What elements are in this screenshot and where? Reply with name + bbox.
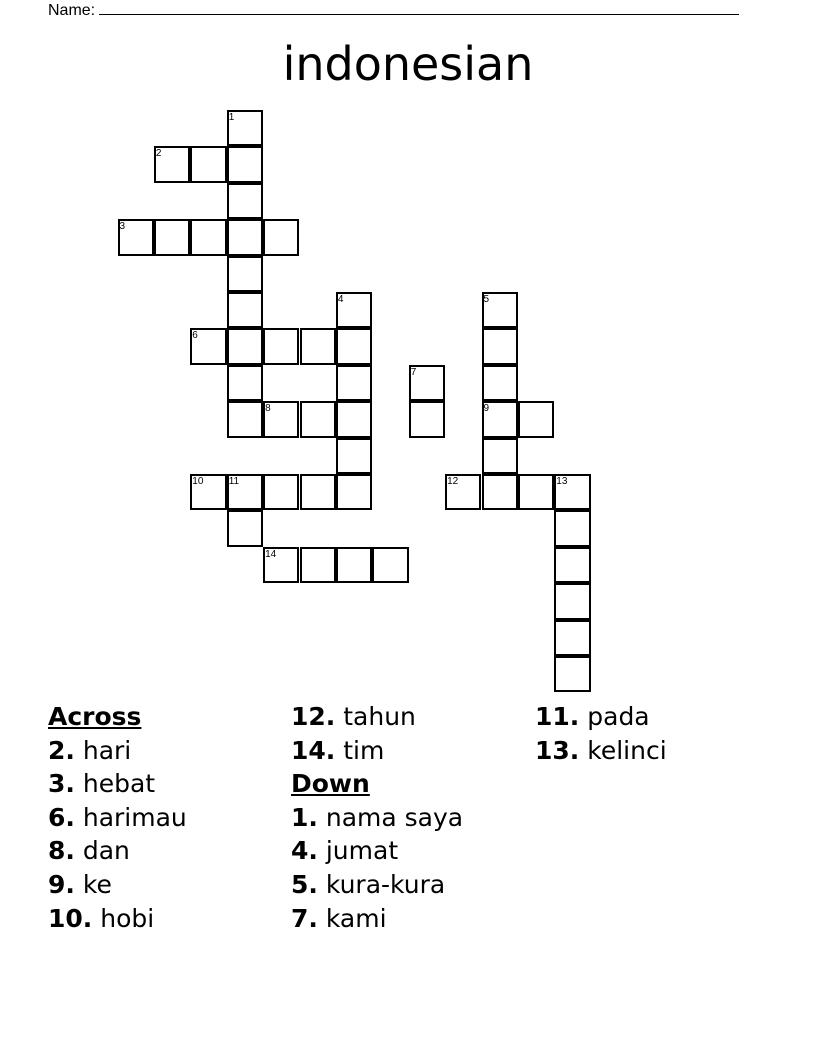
grid-cell[interactable]: [336, 438, 372, 474]
grid-cell[interactable]: [227, 365, 263, 401]
cell-number: 11: [228, 476, 240, 487]
grid-cell[interactable]: [154, 219, 190, 255]
clue-across-2: 2. hari: [48, 735, 132, 765]
cell-number: 1: [228, 112, 235, 123]
cell-number: 12: [447, 476, 459, 487]
clue-across-10: 10. hobi: [48, 903, 155, 933]
name-label: Name:: [48, 2, 96, 19]
grid-cell[interactable]: [336, 292, 372, 328]
grid-cell[interactable]: [227, 219, 263, 255]
cell-number: 8: [265, 403, 271, 415]
clue-across-3: 3. hebat: [48, 769, 156, 799]
grid-cell[interactable]: [554, 620, 590, 656]
grid-cell[interactable]: [336, 328, 372, 364]
grid-cell[interactable]: [372, 547, 408, 583]
clue-down-1: 1. nama saya: [291, 802, 464, 832]
clue-down-5: 5. kura-kura: [291, 869, 446, 899]
cell-number: 14: [265, 548, 277, 560]
grid-cell[interactable]: [263, 547, 299, 583]
grid-cell[interactable]: [482, 328, 518, 364]
grid-cell[interactable]: [336, 547, 372, 583]
grid-cell[interactable]: [154, 146, 190, 182]
grid-cell[interactable]: [190, 474, 226, 510]
cell-number: 7: [410, 366, 417, 378]
grid-cell[interactable]: [190, 146, 226, 182]
clue-across-9: 9. ke: [48, 869, 112, 899]
grid-cell[interactable]: [227, 183, 263, 219]
clue-down-4: 4. jumat: [291, 836, 399, 866]
grid-cell[interactable]: [336, 365, 372, 401]
grid-cell[interactable]: [554, 583, 590, 619]
clue-down-13: 13. kelinci: [535, 735, 667, 765]
grid-cell[interactable]: [554, 656, 590, 692]
grid-cell[interactable]: [518, 474, 554, 510]
grid-cell[interactable]: [554, 547, 590, 583]
grid-cell[interactable]: [482, 474, 518, 510]
cell-number: 5: [483, 294, 490, 305]
grid-cell[interactable]: [300, 328, 336, 364]
grid-cell[interactable]: [190, 219, 226, 255]
grid-cell[interactable]: [300, 547, 336, 583]
clue-across-12: 12. tahun: [291, 702, 416, 731]
grid-cell[interactable]: [227, 401, 263, 437]
grid-cell[interactable]: [227, 110, 263, 146]
grid-cell[interactable]: [263, 401, 299, 437]
grid-cell[interactable]: [518, 401, 554, 437]
page-title: indonesian: [282, 37, 534, 91]
grid-cell[interactable]: [554, 510, 590, 546]
grid-cell[interactable]: [227, 292, 263, 328]
grid-cell[interactable]: [227, 474, 263, 510]
grid-cell[interactable]: [227, 256, 263, 292]
grid-cell[interactable]: [227, 328, 263, 364]
grid-cell[interactable]: [227, 510, 263, 546]
clue-down-11: 11. pada: [535, 702, 650, 731]
cell-number: 2: [155, 148, 162, 160]
down-heading: Down: [291, 769, 370, 799]
grid-cell[interactable]: [227, 146, 263, 182]
grid-cell[interactable]: [554, 474, 590, 510]
across-heading: Across: [48, 702, 142, 731]
grid-cell[interactable]: [190, 328, 226, 364]
grid-cell[interactable]: [263, 219, 299, 255]
clue-column-3: [535, 700, 775, 767]
cell-number: 10: [192, 476, 204, 487]
clue-across-6: 6. harimau: [48, 802, 187, 832]
grid-cell[interactable]: [300, 401, 336, 437]
clue-column-2: [291, 700, 531, 935]
grid-cell[interactable]: [409, 401, 445, 437]
grid-cell[interactable]: [336, 474, 372, 510]
grid-cell[interactable]: [482, 292, 518, 328]
grid-cell[interactable]: [118, 219, 154, 255]
clue-down-7: 7. kami: [291, 903, 387, 933]
cell-number: 13: [556, 476, 568, 487]
clue-column-1: [48, 700, 288, 935]
cell-number: 3: [119, 221, 126, 233]
grid-cell[interactable]: [263, 328, 299, 364]
grid-cell[interactable]: [482, 365, 518, 401]
grid-cell[interactable]: [300, 474, 336, 510]
cell-number: 6: [192, 330, 198, 342]
clue-across-14: 14. tim: [291, 735, 385, 765]
grid-cell[interactable]: [263, 474, 299, 510]
cell-number: 4: [337, 294, 344, 305]
clue-across-8: 8. dan: [48, 836, 130, 866]
grid-cell[interactable]: [482, 438, 518, 474]
grid-cell[interactable]: [482, 401, 518, 437]
grid-cell[interactable]: [445, 474, 481, 510]
grid-cell[interactable]: [409, 365, 445, 401]
grid-cell[interactable]: [336, 401, 372, 437]
cell-number: 9: [483, 403, 490, 415]
